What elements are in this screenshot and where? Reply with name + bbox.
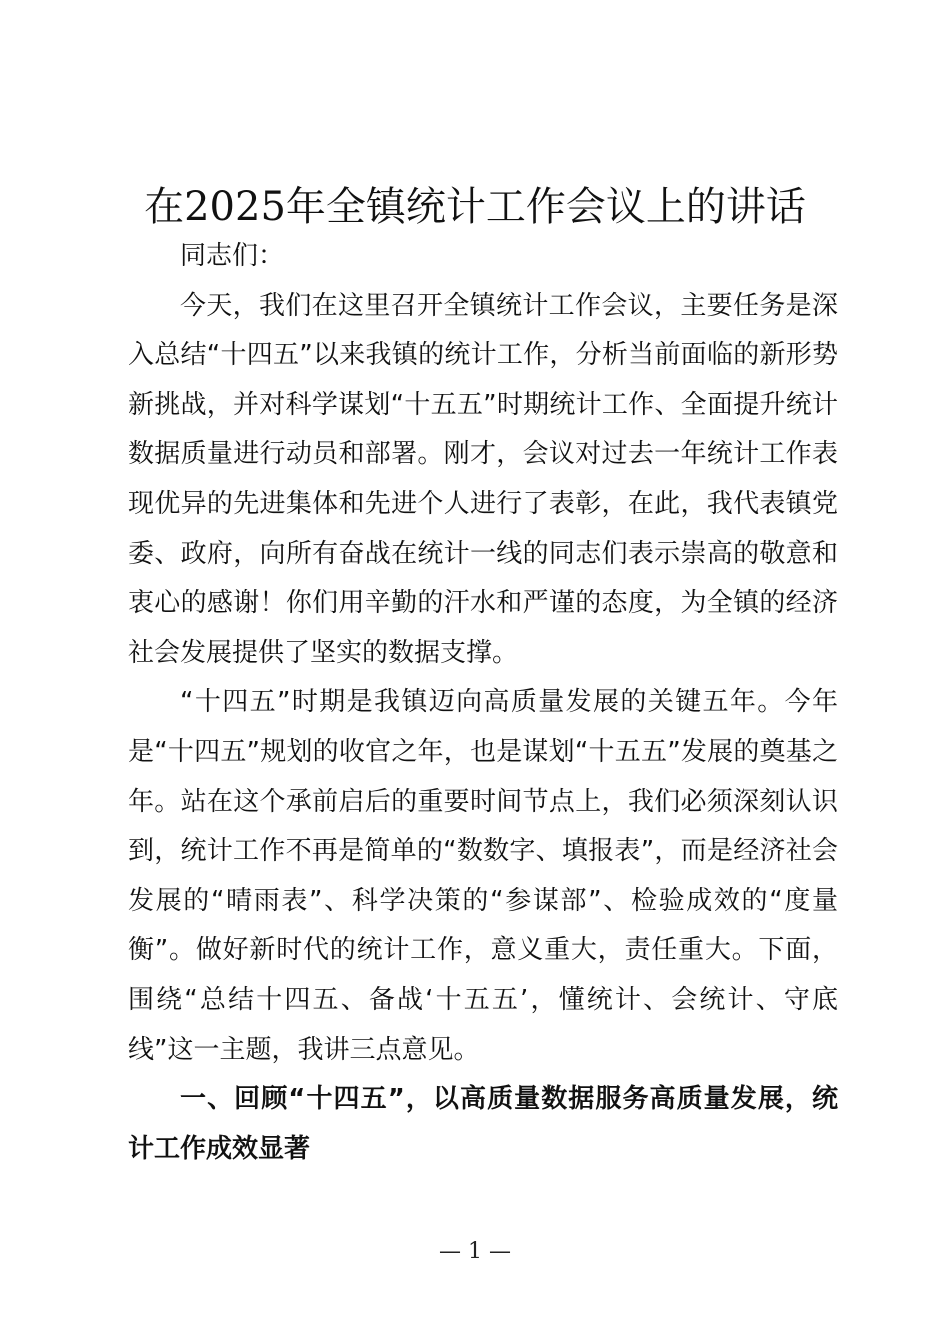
section-heading-1: 一、回顾“十四五”，以高质量数据服务高质量发展，统计工作成效显著 bbox=[128, 1084, 838, 1164]
paragraph-context: “十四五”时期是我镇迈向高质量发展的关键五年。今年是“十四五”规划的收官之年，也是谋划“十五五”发展的奠基之年。站在这个承前启后的重要时间节点上，我们必须深刻认识到，统计工作不再是简单的“数数字、填报表”，而是经济社会发展的“晴雨表”、科学决策的“参谋部”、检验成效的“度量衡”。做好新时代的统计工作，意义重大，责任重大。下面，围绕“总结十四五、备战‘十五五’，懂统计、会统计、守底线”这一主题，我讲三点意见。 bbox=[128, 687, 838, 1065]
paragraph-opening: 今天，我们在这里召开全镇统计工作会议，主要任务是深入总结“十四五”以来我镇的统计工作，分析当前面临的新形势新挑战，并对科学谋划“十五五”时期统计工作、全面提升统计数据质量进行动员和部署。刚才，会议对过去一年统计工作表现优异的先进集体和先进个人进行了表彰，在此，我代表镇党委、政府，向所有奋战在统计一线的同志们表示崇高的敬意和衷心的感谢！你们用辛勤的汗水和严谨的态度，为全镇的经济社会发展提供了坚实的数据支撑。 bbox=[128, 290, 838, 668]
salutation: 同志们： bbox=[180, 241, 285, 271]
document-title: 在2025年全镇统计工作会议上的讲话 bbox=[144, 184, 806, 230]
page-number: — 1 — bbox=[439, 1239, 511, 1264]
document-body bbox=[128, 232, 838, 1174]
